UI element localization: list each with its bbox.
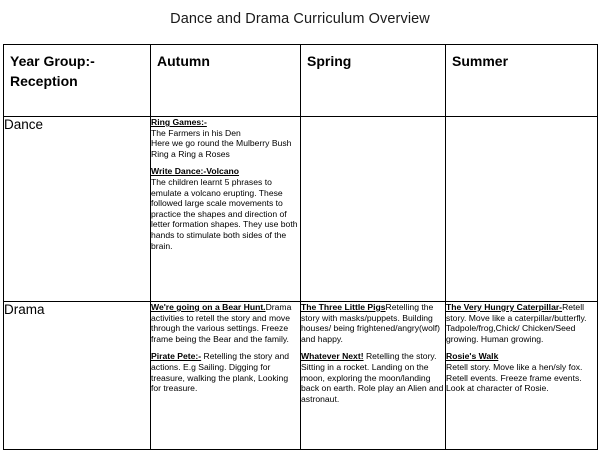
- row-label-dance-text: Dance: [4, 117, 44, 132]
- table-row-drama: [4, 302, 598, 450]
- row-label-dance: [4, 117, 151, 302]
- entry-ring-games-line-3: Ring a Ring a Roses: [151, 148, 230, 159]
- entry-write-dance-volcano: [151, 166, 300, 251]
- table-row-dance: [4, 117, 598, 302]
- column-header-spring: [301, 45, 446, 117]
- entry-bear-hunt: [151, 302, 300, 344]
- entry-ring-games-title: Ring Games:-: [151, 117, 207, 127]
- cell-dance-spring: [301, 117, 446, 302]
- entry-ring-games-line-2: Here we go round the Mulberry Bush: [151, 138, 292, 149]
- cell-dance-summer: [446, 117, 598, 302]
- entry-rosies-walk-text: Retell story. Move like a hen/sly fox. Retell events. Freeze frame events. Look at character of Rosie.: [446, 361, 583, 394]
- column-header-autumn-label: Autumn: [157, 53, 210, 69]
- entry-whatever-next-text: Retelling the story. Sitting in a rocket. Landing on the moon, exploring the moon/landing back on earth. Role play an Alien and astronaut.: [301, 351, 444, 404]
- curriculum-table: [3, 44, 598, 450]
- entry-write-dance-volcano-title: Write Dance:-Volcano: [151, 166, 240, 177]
- column-header-year-group: [4, 45, 151, 117]
- column-header-year-group-line1: Year Group:-: [10, 53, 95, 69]
- cell-drama-autumn: [151, 302, 301, 450]
- entry-ring-games-line-1: The Farmers in his Den: [151, 127, 241, 138]
- entry-pirate-pete: [151, 351, 300, 393]
- row-label-drama: [4, 302, 151, 450]
- column-header-summer-label: Summer: [452, 53, 509, 69]
- entry-whatever-next-title: Whatever Next!: [301, 351, 364, 362]
- entry-rosies-walk-title: Rosie's Walk: [446, 351, 499, 362]
- column-header-year-group-line2: Reception: [10, 73, 78, 89]
- entry-bear-hunt-paragraph: [151, 302, 300, 344]
- entry-pirate-pete-title: Pirate Pete:-: [151, 351, 202, 362]
- entry-write-dance-volcano-text: The children learnt 5 phrases to emulate a volcano erupting. These followed large scale movements to practice the shapes and direction of letter formation shapes. They use both hands to stimulate both sides of the brain.: [151, 176, 298, 251]
- row-label-drama-text: Drama: [4, 302, 45, 317]
- entry-rosies-walk: [446, 351, 597, 393]
- entry-bear-hunt-text: Drama activities to retell the story and move through the various settings. Freeze frame being the Bear and the family.: [151, 302, 292, 344]
- cell-drama-summer: [446, 302, 598, 450]
- entry-three-little-pigs-title: The Three Little Pigs: [301, 302, 386, 312]
- entry-whatever-next-paragraph: [301, 351, 445, 404]
- cell-dance-autumn: [151, 117, 301, 302]
- entry-very-hungry-caterpillar-text: Retell story. Move like a caterpillar/butterfly. Tadpole/frog,Chick/ Chicken/Seed growing. Human growing.: [446, 302, 587, 344]
- column-header-autumn: [151, 45, 301, 117]
- page-title: Dance and Drama Curriculum Overview: [170, 11, 430, 27]
- cell-drama-spring: [301, 302, 446, 450]
- entry-ring-games: [151, 117, 300, 159]
- column-header-spring-label: Spring: [307, 53, 352, 69]
- entry-three-little-pigs-paragraph: [301, 302, 445, 344]
- entry-bear-hunt-title: We're going on a Bear Hunt.: [151, 302, 266, 312]
- entry-whatever-next: [301, 351, 445, 404]
- entry-very-hungry-caterpillar: [446, 302, 597, 344]
- column-header-summer: [446, 45, 598, 117]
- entry-pirate-pete-text: Retelling the story and actions. E.g Sailing. Digging for treasure, walking the plank, Looking for treasure.: [151, 351, 290, 394]
- entry-three-little-pigs-text: Retelling the story with masks/puppets. Building houses/ being frightened/angry(wolf) and happy.: [301, 302, 441, 344]
- entry-three-little-pigs: [301, 302, 445, 344]
- entry-very-hungry-caterpillar-title: The Very Hungry Caterpillar-: [446, 302, 563, 312]
- entry-very-hungry-caterpillar-paragraph: [446, 302, 597, 344]
- entry-pirate-pete-paragraph: [151, 351, 300, 393]
- table-header-row: [4, 45, 598, 117]
